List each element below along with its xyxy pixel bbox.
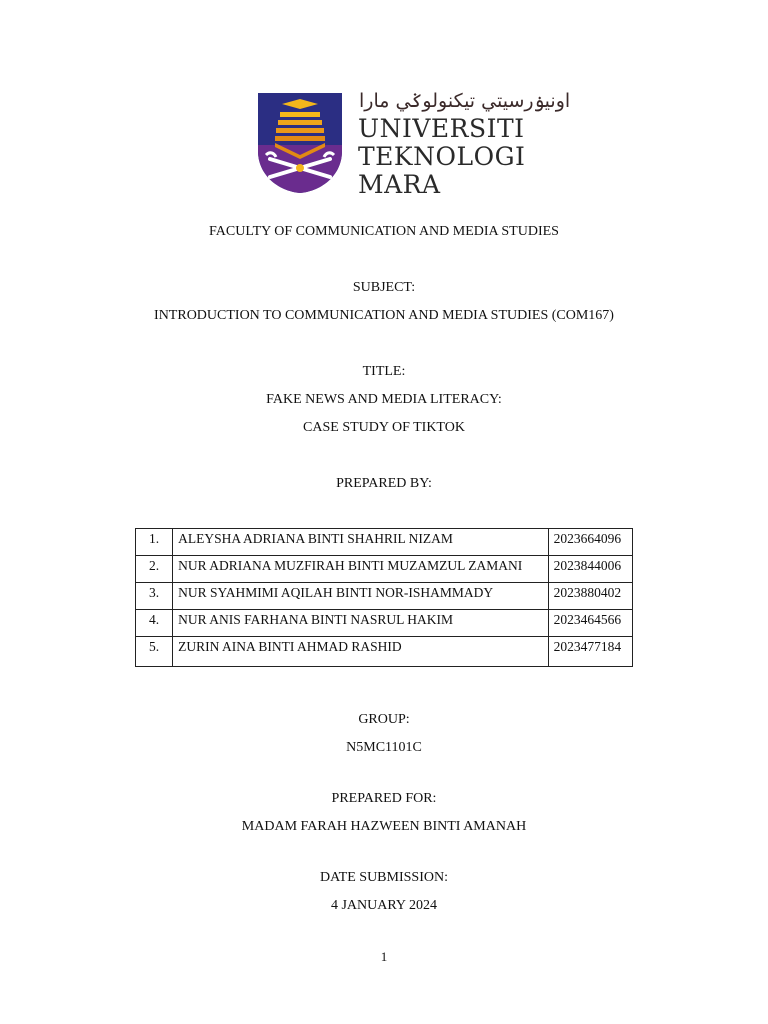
table-row	[136, 529, 633, 556]
prepared-by-label: PREPARED BY:	[336, 476, 432, 491]
table-row	[136, 610, 633, 637]
member-name: ZURIN AINA BINTI AHMAD RASHID	[173, 637, 549, 667]
uitm-logo	[256, 90, 571, 199]
university-wordmark	[358, 115, 525, 199]
members-table	[135, 528, 633, 667]
wordmark-line-1: UNIVERSITI	[358, 114, 525, 143]
date-submission-value: 4 JANUARY 2024	[330, 898, 438, 913]
group-value: N5MC1101C	[346, 740, 422, 755]
prepared-for-label: PREPARED FOR:	[331, 791, 437, 806]
table-row	[136, 556, 633, 583]
member-name: NUR ANIS FARHANA BINTI NASRUL HAKIM	[173, 610, 549, 637]
member-number: 1.	[136, 529, 173, 556]
member-id: 2023880402	[548, 583, 632, 610]
member-id: 2023477184	[548, 637, 632, 667]
member-name: ALEYSHA ADRIANA BINTI SHAHRIL NIZAM	[173, 529, 549, 556]
faculty-name: FACULTY OF COMMUNICATION AND MEDIA STUDIES	[209, 224, 559, 239]
subject-value: INTRODUCTION TO COMMUNICATION AND MEDIA STUDIES (COM167)	[154, 308, 614, 323]
subject-label: SUBJECT:	[352, 280, 416, 295]
wordmark-line-3: MARA	[358, 170, 441, 199]
member-number: 4.	[136, 610, 173, 637]
page-number: 1	[380, 949, 388, 964]
table-row	[136, 637, 633, 667]
member-number: 3.	[136, 583, 173, 610]
wordmark-line-2: TEKNOLOGI	[358, 142, 526, 171]
title-label: TITLE:	[362, 364, 406, 379]
date-submission-label: DATE SUBMISSION:	[320, 870, 448, 885]
title-line-2: CASE STUDY OF TIKTOK	[303, 420, 465, 435]
jawi-name: اونيۏرسيتي تيکنولوݢي مارا	[359, 90, 571, 112]
prepared-for-value: MADAM FARAH HAZWEEN BINTI AMANAH	[241, 819, 527, 834]
member-name: NUR ADRIANA MUZFIRAH BINTI MUZAMZUL ZAMANI	[173, 556, 549, 583]
member-id: 2023664096	[548, 529, 632, 556]
member-number: 2.	[136, 556, 173, 583]
uitm-crest-icon	[256, 93, 344, 193]
table-row	[136, 583, 633, 610]
title-line-1: FAKE NEWS AND MEDIA LITERACY:	[266, 392, 502, 407]
member-id: 2023844006	[548, 556, 632, 583]
member-name: NUR SYAHMIMI AQILAH BINTI NOR-ISHAMMADY	[173, 583, 549, 610]
member-number: 5.	[136, 637, 173, 667]
group-label: GROUP:	[358, 712, 410, 727]
member-id: 2023464566	[548, 610, 632, 637]
